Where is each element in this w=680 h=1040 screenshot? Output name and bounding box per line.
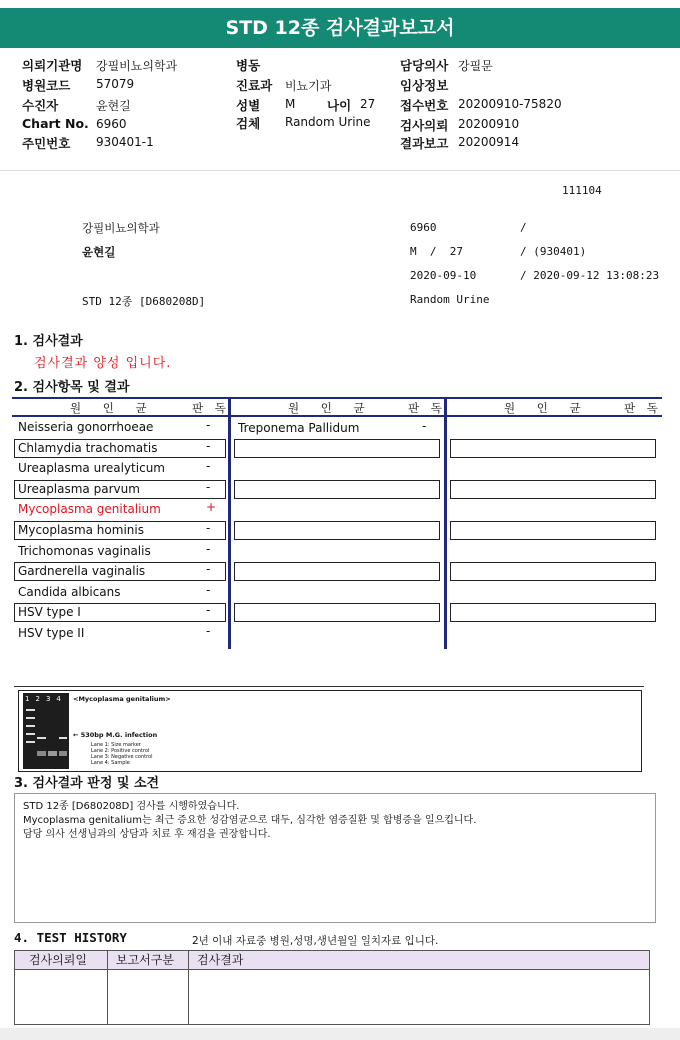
- history-col-type: 보고서구분: [107, 950, 189, 970]
- history-divider: [107, 969, 108, 1024]
- pathogen-name: Neisseria gonorrhoeae: [18, 420, 154, 434]
- pathogen-name: HSV type II: [18, 626, 85, 640]
- gel-caption: <Mycoplasma genitalium>: [73, 695, 171, 703]
- pathogen-result: -: [206, 562, 211, 576]
- pathogen-result: -: [206, 603, 211, 617]
- value-patient: 윤현길: [96, 99, 131, 113]
- history-col-date: 검사의뢰일: [14, 950, 108, 970]
- label-result-report: 결과보고: [400, 136, 449, 151]
- gel-band: [37, 751, 46, 756]
- opinion-text: [23, 800, 476, 842]
- label-requester: 의뢰기관명: [22, 58, 83, 73]
- col-pathogen-3: 원 인 균: [504, 401, 590, 415]
- pathogen-result: +: [206, 500, 217, 514]
- pathogen-result-treponema: -: [422, 419, 427, 433]
- gel-band: [26, 717, 35, 719]
- report-title: STD 12종 검사결과보고서: [0, 8, 680, 48]
- empty-result-box: [234, 521, 440, 540]
- value-test-request: 20200910: [458, 117, 520, 131]
- history-table-body: [14, 969, 650, 1025]
- label-hospital-code: 병원코드: [22, 78, 71, 93]
- report-slash: /: [520, 221, 527, 234]
- value-specimen: Random Urine: [285, 115, 371, 129]
- col-pathogen-1: 원 인 균: [70, 401, 156, 415]
- section2-title: 2. 검사항목 및 결과: [14, 380, 130, 395]
- opinion-line: STD 12종 [D680208D] 검사를 시행하였습니다.: [23, 801, 240, 812]
- table-divider-1: [228, 397, 231, 649]
- label-patient: 수진자: [22, 98, 59, 113]
- section3-title: 3. 검사결과 판정 및 소견: [14, 776, 160, 791]
- label-resident-no: 주민번호: [22, 136, 71, 151]
- pathogen-result: -: [206, 480, 211, 494]
- col-judgement-1: 판 독: [192, 401, 230, 415]
- pathogen-result: -: [206, 624, 211, 638]
- opinion-line: 담당 의사 선생님과의 상담과 치료 후 재검을 권장합니다.: [23, 829, 271, 840]
- empty-result-box: [234, 603, 440, 622]
- section1-title: 1. 검사결과: [14, 334, 83, 349]
- value-chart-no: 6960: [96, 117, 127, 131]
- col-judgement-3: 판 독: [624, 401, 662, 415]
- pathogen-result: -: [206, 439, 211, 453]
- gel-band: [59, 751, 67, 756]
- pathogen-result: -: [206, 459, 211, 473]
- pathogen-name: Gardnerella vaginalis: [18, 564, 146, 578]
- report-reported: / 2020-09-12 13:08:23: [520, 269, 660, 282]
- value-result-report: 20200914: [458, 135, 520, 149]
- report-specimen: Random Urine: [410, 293, 490, 306]
- opinion-line: Mycoplasma genitalium는 최근 증요한 성감염균으로 대두, 심각한 염증질환 및 합병증을 일으킵니다.: [23, 815, 477, 826]
- history-divider: [188, 969, 189, 1024]
- value-hospital-code: 57079: [96, 77, 135, 91]
- history-col-result: 검사결과: [188, 950, 650, 970]
- report-clinic: 강필비뇨의학과: [82, 221, 160, 235]
- gel-band: [37, 737, 46, 739]
- section4-title: 4. TEST HISTORY: [14, 930, 127, 945]
- empty-result-box: [450, 521, 656, 540]
- pathogen-name-treponema: Treponema Pallidum: [238, 421, 360, 435]
- report-code: 111104: [562, 184, 602, 197]
- pathogen-result: -: [206, 418, 211, 432]
- empty-result-box: [234, 480, 440, 499]
- pathogen-result: -: [206, 542, 211, 556]
- empty-result-box: [234, 439, 440, 458]
- gel-lane-numbers: 1234: [25, 695, 67, 703]
- gel-figure: [18, 690, 642, 772]
- result-summary: 검사결과 양성 입니다.: [34, 356, 172, 371]
- gel-band: [26, 725, 35, 727]
- value-requester: 강필비뇨의학과: [96, 59, 178, 73]
- report-chart: 6960: [410, 221, 437, 234]
- value-resident-no: 930401-1: [96, 135, 154, 149]
- gel-band: [26, 709, 35, 711]
- history-note: 2년 이내 자료중 병원,성명,생년월일 일치자료 입니다.: [192, 935, 439, 947]
- opinion-box: [14, 793, 656, 923]
- header-info: [0, 48, 680, 171]
- pathogen-name: Chlamydia trachomatis: [18, 441, 158, 455]
- value-doctor: 강필문: [458, 59, 493, 73]
- gel-band: [26, 741, 35, 743]
- pathogen-result: -: [206, 521, 211, 535]
- pathogen-name: HSV type I: [18, 605, 81, 619]
- gel-legend: Lane 1: Size marker Lane 2: Positive control Lane 3: Negative control Lane 4: Sample: [91, 742, 153, 766]
- value-age: 27: [360, 97, 376, 111]
- value-sex: M: [285, 97, 296, 111]
- empty-result-box: [234, 562, 440, 581]
- pathogen-name: Ureaplasma urealyticum: [18, 461, 165, 475]
- pathogen-name: Ureaplasma parvum: [18, 482, 140, 496]
- empty-result-box: [450, 603, 656, 622]
- label-doctor: 담당의사: [400, 58, 449, 73]
- label-specimen: 검체: [236, 116, 261, 131]
- gel-band-label: ← 530bp M.G. infection: [73, 731, 158, 739]
- empty-result-box: [450, 439, 656, 458]
- gel-band: [26, 733, 35, 735]
- pathogen-result: -: [206, 583, 211, 597]
- label-clinical-info: 임상정보: [400, 78, 449, 93]
- pathogen-name: Mycoplasma genitalium: [18, 502, 161, 516]
- label-age: 나이: [327, 98, 352, 113]
- label-ward: 병동: [236, 58, 261, 73]
- pathogen-name: Mycoplasma hominis: [18, 523, 144, 537]
- gel-band: [48, 751, 57, 756]
- empty-result-box: [450, 480, 656, 499]
- table-top-rule: [12, 397, 662, 399]
- col-pathogen-2: 원 인 균: [288, 401, 374, 415]
- label-chart-no: Chart No.: [22, 116, 89, 131]
- table-divider-2: [444, 397, 447, 649]
- report-patient: 윤현길: [82, 245, 116, 259]
- gel-band: [59, 737, 67, 739]
- gel-top-rule: [14, 686, 644, 687]
- gel-image: [23, 693, 69, 769]
- label-receipt-no: 접수번호: [400, 98, 449, 113]
- value-department: 비뇨기과: [285, 79, 332, 93]
- report-received: 2020-09-10: [410, 269, 477, 282]
- report-sex-age: M / 27: [410, 245, 463, 258]
- report-id: / (930401): [520, 245, 587, 258]
- empty-result-box: [450, 562, 656, 581]
- value-receipt-no: 20200910-75820: [458, 97, 562, 111]
- page-bottom-strip: [0, 1028, 680, 1040]
- report-test-name: STD 12종 [D680208D]: [82, 295, 206, 308]
- label-department: 진료과: [236, 78, 273, 93]
- pathogen-name: Candida albicans: [18, 585, 121, 599]
- col-judgement-2: 판 독: [408, 401, 446, 415]
- label-sex: 성별: [236, 98, 261, 113]
- pathogen-name: Trichomonas vaginalis: [18, 544, 151, 558]
- label-test-request: 검사의뢰: [400, 118, 449, 133]
